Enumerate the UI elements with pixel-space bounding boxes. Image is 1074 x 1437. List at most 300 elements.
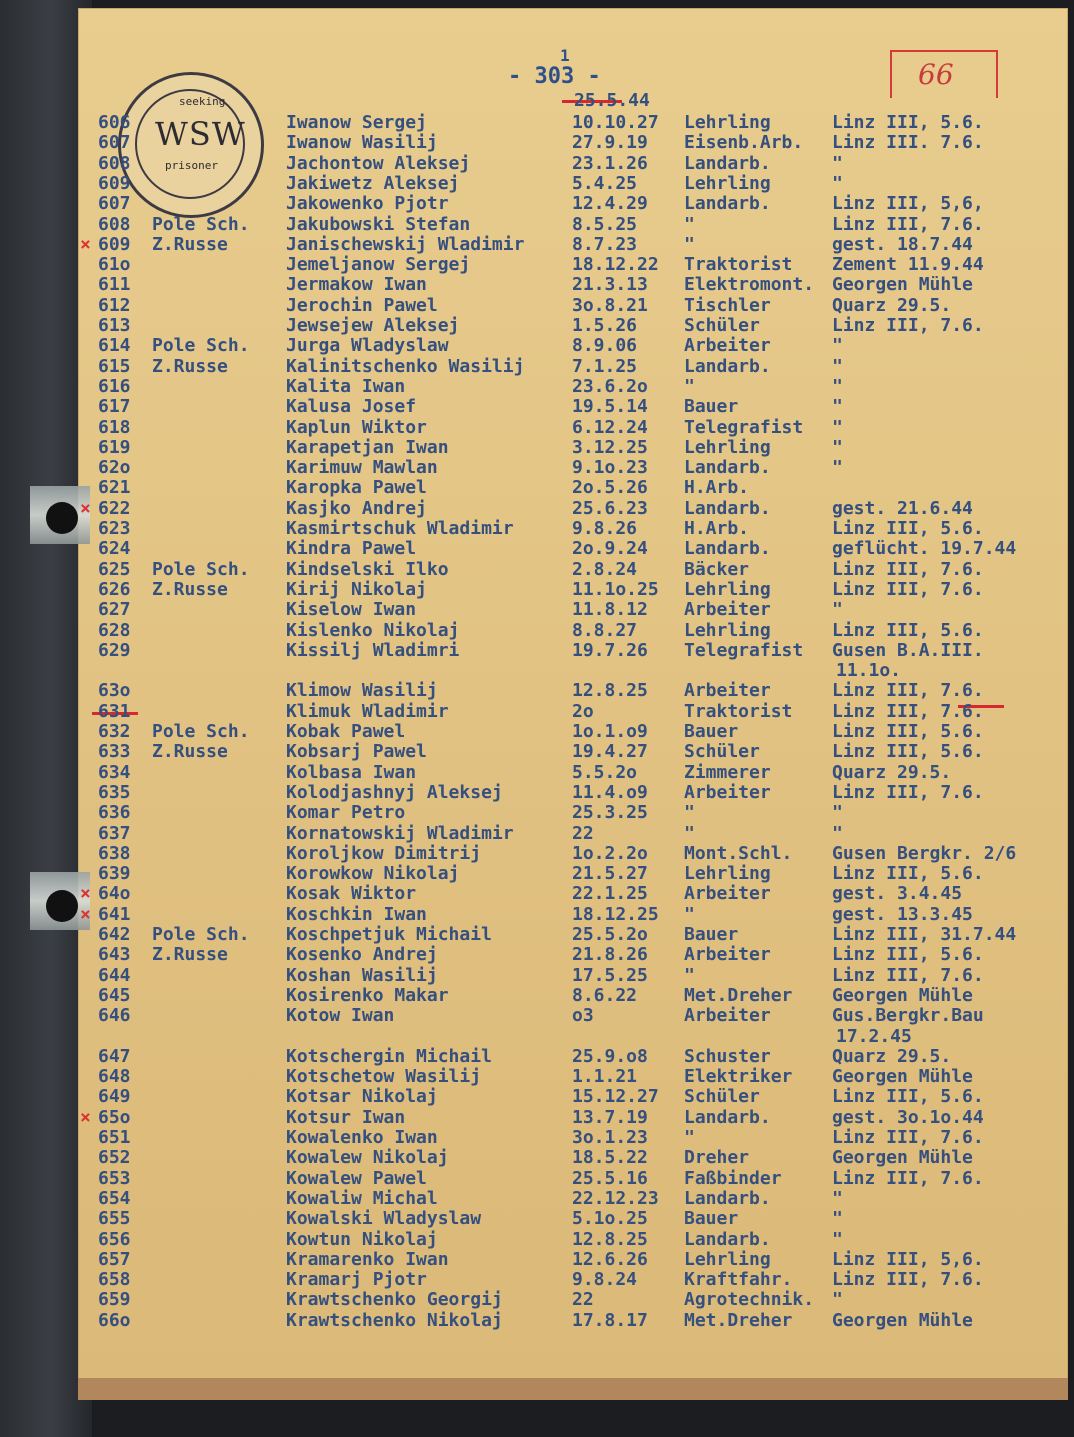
birth-date: 1.5.26 (572, 315, 638, 336)
person-name: Karapetjan Iwan (286, 436, 449, 458)
occupation: Arbeiter (684, 335, 771, 357)
location-note-continued: 11.1o. (836, 660, 902, 682)
entry-number: 649 (98, 1086, 131, 1108)
birth-date: 17.8.17 (572, 1309, 648, 1331)
occupation: Arbeiter (684, 781, 771, 803)
person-name: Klimow Wasilij (286, 680, 438, 702)
location-note: Georgen Mühle (832, 274, 973, 296)
occupation: Traktorist (684, 254, 793, 276)
location-note: Linz III, 7.6. (832, 578, 984, 600)
entry-number: 621 (98, 477, 131, 499)
entry-number: 658 (98, 1269, 131, 1291)
location-note: " (832, 396, 843, 418)
location-note: Georgen Mühle (832, 984, 973, 1006)
handwritten-page-box (890, 50, 998, 98)
occupation: Schüler (684, 741, 760, 763)
entry-number: 639 (98, 863, 131, 885)
person-name: Koshan Wasilij (286, 964, 438, 986)
location-note: Linz III, 5.6. (832, 1086, 984, 1108)
nationality: Z.Russe (152, 944, 228, 966)
entry-number: 636 (98, 802, 131, 824)
occupation: Landarb. (684, 1228, 771, 1250)
stamp-text-bottom: prisoner (165, 159, 218, 172)
occupation: Dreher (684, 1147, 750, 1169)
occupation: " (684, 822, 695, 844)
entry-number: 631 (98, 700, 131, 722)
entry-number: 617 (98, 396, 131, 418)
location-note: Georgen Mühle (832, 1309, 973, 1331)
entry-number: 611 (98, 274, 131, 296)
location-note: " (832, 457, 843, 479)
person-name: Iwanow Sergej (286, 112, 427, 133)
entry-number: 659 (98, 1289, 131, 1311)
occupation: Landarb. (684, 1106, 771, 1128)
entry-number: 643 (98, 944, 131, 966)
entry-number: 626 (98, 578, 131, 600)
location-note: " (832, 1289, 843, 1311)
birth-date: 19.7.26 (572, 639, 648, 661)
person-name: Kotow Iwan (286, 1005, 395, 1027)
person-name: Jachontow Aleksej (286, 152, 471, 174)
entry-number: 613 (98, 315, 131, 336)
occupation: Bauer (684, 396, 739, 418)
location-note: Linz III, 7.6. (832, 315, 984, 336)
person-name: Korowkow Nikolaj (286, 863, 460, 885)
nationality: Pole Sch. (152, 558, 250, 580)
entry-number: 646 (98, 1005, 131, 1027)
entry-number: 606 (98, 112, 131, 133)
occupation: " (684, 1127, 695, 1148)
entry-number: 642 (98, 924, 131, 945)
entry-number: 607 (98, 193, 131, 215)
entry-number: 657 (98, 1248, 131, 1270)
entry-number: 635 (98, 781, 131, 803)
location-note: " (832, 436, 843, 458)
birth-date: 25.9.o8 (572, 1045, 648, 1067)
location-note: Quarz 29.5. (832, 294, 952, 316)
person-name: Jermakow Iwan (286, 274, 427, 296)
person-name: Kotsur Iwan (286, 1106, 406, 1128)
person-name: Kramarenko Iwan (286, 1248, 449, 1270)
entry-number: 618 (98, 416, 131, 438)
birth-date: 9.8.24 (572, 1269, 638, 1291)
entry-number: 612 (98, 294, 131, 316)
person-name: Kolodjashnyj Aleksej (286, 781, 503, 803)
occupation: Bauer (684, 1208, 739, 1230)
occupation: Arbeiter (684, 680, 771, 702)
occupation: Traktorist (684, 700, 793, 722)
entry-number: 623 (98, 518, 131, 539)
birth-date: 18.12.22 (572, 254, 659, 276)
birth-date: 8.9.06 (572, 335, 638, 357)
birth-date: 25.6.23 (572, 497, 648, 519)
entry-number: 619 (98, 436, 131, 458)
birth-date: 11.8.12 (572, 599, 648, 621)
birth-date: 1o.1.o9 (572, 721, 648, 742)
birth-date: 3.12.25 (572, 436, 648, 458)
occupation: H.Arb. (684, 518, 750, 539)
entry-number: 654 (98, 1187, 131, 1209)
occupation: " (684, 375, 695, 397)
location-note: Linz III, 5,6. (832, 1248, 984, 1270)
occupation: Faßbinder (684, 1167, 782, 1189)
entry-number: 637 (98, 822, 131, 844)
occupation: Bäcker (684, 558, 750, 580)
occupation: Lehrling (684, 619, 771, 641)
location-note: Linz III, 5.6. (832, 741, 984, 763)
entry-number: 651 (98, 1127, 131, 1148)
occupation: Landarb. (684, 193, 771, 215)
occupation: Telegrafist (684, 416, 804, 438)
birth-date: 17.5.25 (572, 964, 648, 986)
person-name: Kosirenko Makar (286, 984, 449, 1006)
location-note: Linz III, 7.6. (832, 680, 984, 702)
entry-number: 653 (98, 1167, 131, 1189)
person-name: Kiselow Iwan (286, 599, 417, 621)
entry-number: 628 (98, 619, 131, 641)
occupation: Landarb. (684, 152, 771, 174)
location-note: Linz III, 7.6. (832, 213, 984, 235)
punch-hole (46, 890, 78, 922)
entry-number: 641 (98, 903, 131, 925)
nationality: Z.Russe (152, 233, 228, 255)
person-name: Kowalski Wladyslaw (286, 1208, 482, 1230)
entry-number: 648 (98, 1066, 131, 1088)
birth-date: 1.1.21 (572, 1066, 638, 1088)
occupation: Eisenb.Arb. (684, 132, 804, 154)
entry-number: 609 (98, 233, 131, 255)
location-note: gest. 3.4.45 (832, 883, 963, 905)
entry-number: 632 (98, 721, 131, 742)
location-note: " (832, 1208, 843, 1230)
location-note: " (832, 1228, 843, 1250)
person-name: Kotschetow Wasilij (286, 1066, 482, 1088)
stamp-logo-text: WSW (155, 115, 246, 153)
location-note: " (832, 375, 843, 397)
page-number-superscript: 1 (560, 46, 570, 65)
person-name: Iwanow Wasilij (286, 132, 438, 154)
entry-number: 644 (98, 964, 131, 986)
location-note: Linz III, 5,6, (832, 193, 984, 215)
person-name: Kolbasa Iwan (286, 761, 417, 783)
location-note: geflücht. 19.7.44 (832, 538, 1017, 560)
location-note: Quarz 29.5. (832, 761, 952, 783)
location-note: Linz III, 5.6. (832, 863, 984, 885)
occupation: Landarb. (684, 1187, 771, 1209)
birth-date: 27.9.19 (572, 132, 648, 154)
birth-date: 12.4.29 (572, 193, 648, 215)
nationality: Pole Sch. (152, 721, 250, 742)
entry-number: 629 (98, 639, 131, 661)
location-note: Gusen B.A.III. (832, 639, 984, 661)
location-note: " (832, 1187, 843, 1209)
person-name: Kotschergin Michail (286, 1045, 492, 1067)
person-name: Jakiwetz Aleksej (286, 172, 460, 194)
occupation: Telegrafist (684, 639, 804, 661)
person-name: Krawtschenko Georgij (286, 1289, 503, 1311)
entry-number: 625 (98, 558, 131, 580)
person-name: Kornatowskij Wladimir (286, 822, 514, 844)
person-name: Kobak Pawel (286, 721, 406, 742)
person-name: Jewsejew Aleksej (286, 315, 460, 336)
location-note: Linz III, 5.6. (832, 721, 984, 742)
person-name: Kindselski Ilko (286, 558, 449, 580)
occupation: Schüler (684, 1086, 760, 1108)
person-name: Kowalew Pawel (286, 1167, 427, 1189)
location-note: Linz III, 5.6. (832, 944, 984, 966)
birth-date: 22.1.25 (572, 883, 648, 905)
punch-hole (46, 502, 78, 534)
location-note: Linz III. 7.6. (832, 132, 984, 154)
location-note: " (832, 599, 843, 621)
location-note: " (832, 335, 843, 357)
occupation: Lehrling (684, 172, 771, 194)
location-note: Gus.Bergkr.Bau (832, 1005, 984, 1027)
entry-number: 66o (98, 1309, 131, 1331)
person-name: Kalita Iwan (286, 375, 406, 397)
birth-date: 23.6.2o (572, 375, 648, 397)
person-name: Janischewskij Wladimir (286, 233, 525, 255)
occupation: Lehrling (684, 863, 771, 885)
birth-date: 5.5.2o (572, 761, 638, 783)
nationality: Z.Russe (152, 578, 228, 600)
person-name: Kowaliw Michal (286, 1187, 438, 1209)
entry-number: 638 (98, 842, 131, 864)
entry-number: 633 (98, 741, 131, 763)
birth-date: 2o (572, 700, 594, 722)
birth-date: 5.1o.25 (572, 1208, 648, 1230)
entry-number: 614 (98, 335, 131, 357)
location-note: Linz III, 5.6. (832, 619, 984, 641)
stamp-text-top: seeking (179, 95, 226, 108)
birth-date: 9.1o.23 (572, 457, 648, 479)
person-name: Kasmirtschuk Wladimir (286, 518, 514, 539)
location-note: Linz III, 31.7.44 (832, 924, 1017, 945)
person-name: Jerochin Pawel (286, 294, 438, 316)
nationality: Pole Sch. (152, 213, 250, 235)
location-note: Zement 11.9.44 (832, 254, 984, 276)
birth-date: o3 (572, 1005, 594, 1027)
person-name: Kowtun Nikolaj (286, 1228, 438, 1250)
entry-number: 616 (98, 375, 131, 397)
occupation: Lehrling (684, 436, 771, 458)
birth-date: 1o.2.2o (572, 842, 648, 864)
occupation: Arbeiter (684, 599, 771, 621)
entry-number: 655 (98, 1208, 131, 1230)
person-name: Kowalew Nikolaj (286, 1147, 449, 1169)
entry-number: 61o (98, 254, 131, 276)
occupation: Bauer (684, 924, 739, 945)
occupation: Agrotechnik. (684, 1289, 815, 1311)
location-note: Linz III, 7.6. (832, 558, 984, 580)
location-note: Linz III, 7.6. (832, 1127, 984, 1148)
location-note: gest. 3o.1o.44 (832, 1106, 984, 1128)
location-note: Linz III, 7.6. (832, 700, 984, 722)
entry-number: 65o (98, 1106, 131, 1128)
occupation: " (684, 903, 695, 925)
birth-date: 6.12.24 (572, 416, 648, 438)
birth-date: 21.8.26 (572, 944, 648, 966)
red-cross-mark: × (80, 497, 91, 519)
person-name: Kirij Nikolaj (286, 578, 427, 600)
person-name: Klimuk Wladimir (286, 700, 449, 722)
entry-number: 645 (98, 984, 131, 1006)
birth-date: 11.4.o9 (572, 781, 648, 803)
birth-date: 8.7.23 (572, 233, 638, 255)
birth-date: 23.1.26 (572, 152, 648, 174)
birth-date: 21.5.27 (572, 863, 648, 885)
person-name: Karimuw Mawlan (286, 457, 438, 479)
location-note: Linz III, 5.6. (832, 112, 984, 133)
header-date: 25.5.44 (574, 90, 650, 111)
location-note: " (832, 416, 843, 438)
entry-number: 656 (98, 1228, 131, 1250)
person-name: Kosenko Andrej (286, 944, 438, 966)
person-name: Kaplun Wiktor (286, 416, 427, 438)
birth-date: 18.5.22 (572, 1147, 648, 1169)
location-note: Linz III, 7.6. (832, 964, 984, 986)
entry-number: 622 (98, 497, 131, 519)
person-name: Jakubowski Stefan (286, 213, 471, 235)
birth-date: 19.5.14 (572, 396, 648, 418)
birth-date: 5.4.25 (572, 172, 638, 194)
occupation: Lehrling (684, 1248, 771, 1270)
birth-date: 8.5.25 (572, 213, 638, 235)
person-name: Komar Petro (286, 802, 406, 824)
location-note: " (832, 822, 843, 844)
nationality: Z.Russe (152, 355, 228, 377)
birth-date: 3o.1.23 (572, 1127, 648, 1148)
location-note: " (832, 355, 843, 377)
person-name: Koschkin Iwan (286, 903, 427, 925)
person-name: Jurga Wladyslaw (286, 335, 449, 357)
occupation: Met.Dreher (684, 984, 793, 1006)
location-note: Gusen Bergkr. 2/6 (832, 842, 1017, 864)
entry-number: 609 (98, 172, 131, 194)
occupation: " (684, 964, 695, 986)
person-name: Jakowenko Pjotr (286, 193, 449, 215)
entry-number: 647 (98, 1045, 131, 1067)
person-name: Kalusa Josef (286, 396, 417, 418)
person-name: Kramarj Pjotr (286, 1269, 427, 1291)
birth-date: 12.8.25 (572, 1228, 648, 1250)
person-name: Koroljkow Dimitrij (286, 842, 482, 864)
birth-date: 2.8.24 (572, 558, 638, 580)
occupation: " (684, 802, 695, 824)
occupation: Met.Dreher (684, 1309, 793, 1331)
person-name: Jemeljanow Sergej (286, 254, 471, 276)
entry-number: 608 (98, 152, 131, 174)
birth-date: 10.10.27 (572, 112, 659, 133)
entry-number: 62o (98, 457, 131, 479)
entry-number: 624 (98, 538, 131, 560)
birth-date: 21.3.13 (572, 274, 648, 296)
location-note-continued: 17.2.45 (836, 1025, 912, 1047)
location-note: " (832, 172, 843, 194)
person-name: Krawtschenko Nikolaj (286, 1309, 503, 1331)
occupation: Landarb. (684, 538, 771, 560)
entry-number: 615 (98, 355, 131, 377)
birth-date: 18.12.25 (572, 903, 659, 925)
person-name: Koschpetjuk Michail (286, 924, 492, 945)
location-note: gest. 13.3.45 (832, 903, 973, 925)
birth-date: 12.8.25 (572, 680, 648, 702)
birth-date: 25.3.25 (572, 802, 648, 824)
occupation: Zimmerer (684, 761, 771, 783)
red-cross-mark: × (80, 233, 91, 255)
location-note: Georgen Mühle (832, 1066, 973, 1088)
location-note: Linz III, 7.6. (832, 781, 984, 803)
page-number: - 303 - 1 (508, 46, 601, 89)
occupation: Bauer (684, 721, 739, 742)
person-name: Kowalenko Iwan (286, 1127, 438, 1148)
birth-date: 11.1o.25 (572, 578, 659, 600)
nationality: Pole Sch. (152, 924, 250, 945)
page-bottom-edge (78, 1378, 1068, 1400)
location-note: gest. 18.7.44 (832, 233, 973, 255)
occupation: " (684, 233, 695, 255)
entry-number: 652 (98, 1147, 131, 1169)
occupation: Lehrling (684, 578, 771, 600)
entry-number: 63o (98, 680, 131, 702)
person-name: Kissilj Wladimri (286, 639, 460, 661)
birth-date: 8.6.22 (572, 984, 638, 1006)
birth-date: 22 (572, 822, 594, 844)
location-note: Quarz 29.5. (832, 1045, 952, 1067)
birth-date: 12.6.26 (572, 1248, 648, 1270)
occupation: Lehrling (684, 112, 771, 133)
person-name: Kotsar Nikolaj (286, 1086, 438, 1108)
person-name: Karopka Pawel (286, 477, 427, 499)
organization-stamp (118, 72, 264, 218)
occupation: " (684, 213, 695, 235)
location-note: Linz III, 7.6. (832, 1269, 984, 1291)
occupation: Landarb. (684, 457, 771, 479)
location-note: Linz III, 5.6. (832, 518, 984, 539)
occupation: H.Arb. (684, 477, 750, 499)
birth-date: 13.7.19 (572, 1106, 648, 1128)
person-name: Kindra Pawel (286, 538, 417, 560)
red-cross-mark: × (80, 903, 91, 925)
occupation: Arbeiter (684, 883, 771, 905)
person-name: Kosak Wiktor (286, 883, 417, 905)
nationality: Z.Russe (152, 741, 228, 763)
birth-date: 22.12.23 (572, 1187, 659, 1209)
occupation: Arbeiter (684, 1005, 771, 1027)
nationality: Pole Sch. (152, 335, 250, 357)
birth-date: 3o.8.21 (572, 294, 648, 316)
occupation: Kraftfahr. (684, 1269, 793, 1291)
location-note: gest. 21.6.44 (832, 497, 973, 519)
birth-date: 9.8.26 (572, 518, 638, 539)
birth-date: 8.8.27 (572, 619, 638, 641)
occupation: Schüler (684, 315, 760, 336)
entry-number: 64o (98, 883, 131, 905)
person-name: Kobsarj Pawel (286, 741, 427, 763)
birth-date: 15.12.27 (572, 1086, 659, 1108)
location-note: " (832, 152, 843, 174)
location-note: Georgen Mühle (832, 1147, 973, 1169)
birth-date: 25.5.2o (572, 924, 648, 945)
person-name: Kislenko Nikolaj (286, 619, 460, 641)
occupation: Mont.Schl. (684, 842, 793, 864)
birth-date: 22 (572, 1289, 594, 1311)
location-note: " (832, 802, 843, 824)
person-name: Kalinitschenko Wasilij (286, 355, 525, 377)
occupation: Arbeiter (684, 944, 771, 966)
red-cross-mark: × (80, 1106, 91, 1128)
birth-date: 25.5.16 (572, 1167, 648, 1189)
